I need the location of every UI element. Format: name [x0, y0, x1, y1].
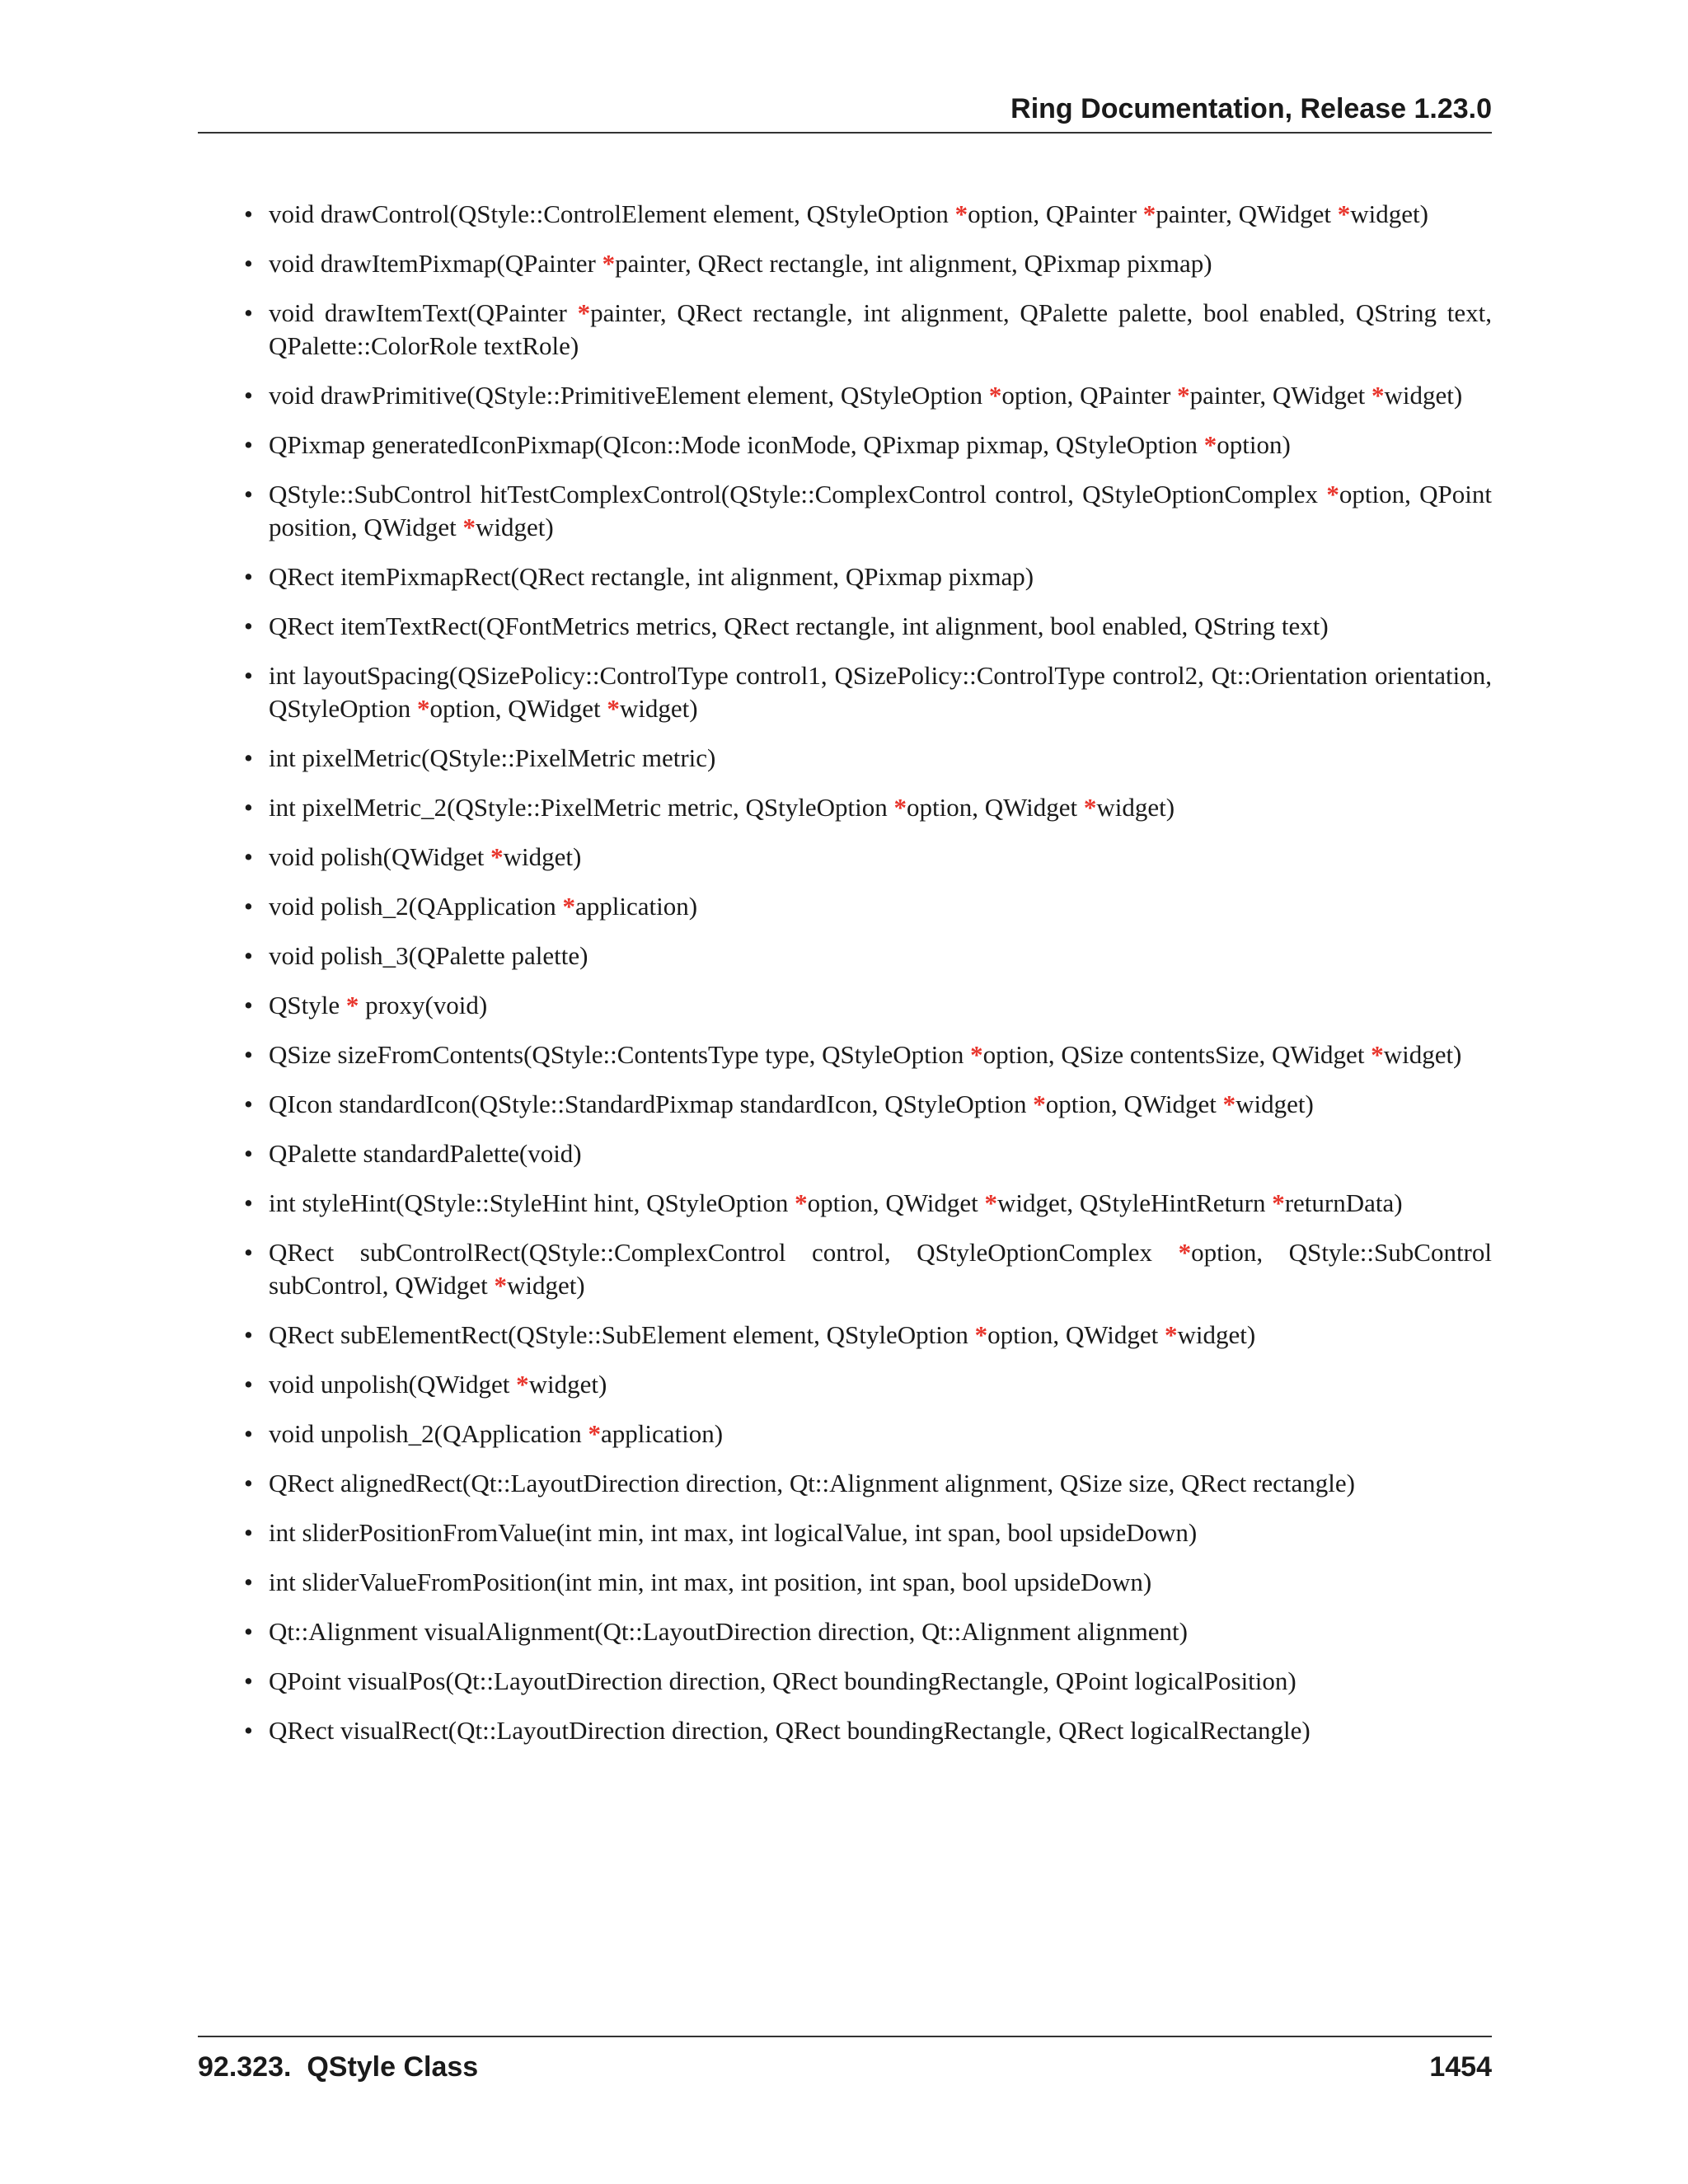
- pointer-asterisk: *: [516, 1370, 529, 1399]
- method-item: • QStyle * proxy(void): [244, 989, 1492, 1022]
- method-item: • Qt::Alignment visualAlignment(Qt::LayoutDirection direction, Qt::Alignment alignment): [244, 1615, 1492, 1648]
- method-item: • QPalette standardPalette(void): [244, 1137, 1492, 1170]
- pointer-asterisk: *: [1222, 1090, 1236, 1118]
- pointer-asterisk: *: [893, 793, 907, 822]
- section-title: 92.323. QStyle Class: [198, 2051, 479, 2083]
- method-item: • QRect alignedRect(Qt::LayoutDirection direction, Qt::Alignment alignment, QSize size, QRect rectangle): [244, 1467, 1492, 1500]
- method-item: • int pixelMetric_2(QStyle::PixelMetric metric, QStyleOption *option, QWidget *widget): [244, 791, 1492, 824]
- pointer-asterisk: *: [954, 199, 968, 228]
- pointer-asterisk: *: [607, 694, 620, 723]
- pointer-asterisk: *: [602, 249, 616, 278]
- method-item: • void unpolish_2(QApplication *application): [244, 1418, 1492, 1451]
- pointer-asterisk: *: [577, 298, 591, 327]
- method-item: • void polish(QWidget *widget): [244, 841, 1492, 874]
- method-item: • int sliderPositionFromValue(int min, int max, int logicalValue, int span, bool upsideDown): [244, 1516, 1492, 1549]
- method-item: • void drawPrimitive(QStyle::PrimitiveElement element, QStyleOption *option, QPainter *painter, QWidget *widget): [244, 379, 1492, 412]
- method-list-container: [244, 198, 1492, 1764]
- pointer-asterisk: *: [588, 1419, 601, 1448]
- method-item: • QRect subControlRect(QStyle::ComplexControl control, QStyleOptionComplex *option, QStyle::SubControl subControl, QWidget *widget): [244, 1236, 1492, 1302]
- method-item: • void polish_2(QApplication *application): [244, 890, 1492, 923]
- pointer-asterisk: *: [1177, 381, 1190, 410]
- pointer-asterisk: *: [1337, 199, 1351, 228]
- document-title: Ring Documentation, Release 1.23.0: [1010, 93, 1492, 124]
- pointer-asterisk: *: [416, 694, 430, 723]
- method-item: • QSize sizeFromContents(QStyle::ContentsType type, QStyleOption *option, QSize contentsSize, QWidget *widget): [244, 1038, 1492, 1071]
- pointer-asterisk: *: [562, 892, 575, 921]
- pointer-asterisk: *: [462, 513, 476, 541]
- pointer-asterisk: *: [1272, 1188, 1285, 1217]
- pointer-asterisk: *: [1203, 430, 1217, 459]
- pointer-asterisk: *: [988, 381, 1002, 410]
- method-item: • void unpolish(QWidget *widget): [244, 1368, 1492, 1401]
- page-header: [198, 92, 1492, 134]
- page-footer: [198, 2036, 1492, 2087]
- method-item: • int pixelMetric(QStyle::PixelMetric metric): [244, 742, 1492, 775]
- pointer-asterisk: *: [1033, 1090, 1046, 1118]
- page-number: 1454: [1429, 2051, 1492, 2083]
- pointer-asterisk: *: [984, 1188, 997, 1217]
- method-item: • QRect visualRect(Qt::LayoutDirection direction, QRect boundingRectangle, QRect logicalRectangle): [244, 1714, 1492, 1747]
- method-item: • QRect itemTextRect(QFontMetrics metrics, QRect rectangle, int alignment, bool enabled, QString text): [244, 610, 1492, 643]
- method-item: • void polish_3(QPalette palette): [244, 940, 1492, 972]
- method-item: • QPoint visualPos(Qt::LayoutDirection direction, QRect boundingRectangle, QPoint logicalPosition): [244, 1665, 1492, 1698]
- pointer-asterisk: *: [1083, 793, 1097, 822]
- pointer-asterisk: *: [494, 1271, 507, 1300]
- pointer-asterisk: *: [490, 842, 504, 871]
- method-item: • int styleHint(QStyle::StyleHint hint, QStyleOption *option, QWidget *widget, QStyleHintReturn *returnData): [244, 1187, 1492, 1220]
- pointer-asterisk: *: [1326, 480, 1339, 509]
- pointer-asterisk: *: [1178, 1238, 1192, 1267]
- method-item: • QIcon standardIcon(QStyle::StandardPixmap standardIcon, QStyleOption *option, QWidget *widget): [244, 1088, 1492, 1121]
- method-item: • int sliderValueFromPosition(int min, int max, int position, int span, bool upsideDown): [244, 1566, 1492, 1599]
- pointer-asterisk: *: [1372, 381, 1385, 410]
- method-item: • QRect subElementRect(QStyle::SubElement element, QStyleOption *option, QWidget *widget): [244, 1319, 1492, 1352]
- method-item: • QRect itemPixmapRect(QRect rectangle, int alignment, QPixmap pixmap): [244, 560, 1492, 593]
- method-item: • void drawControl(QStyle::ControlElement element, QStyleOption *option, QPainter *painter, QWidget *widget): [244, 198, 1492, 231]
- pointer-asterisk: *: [1371, 1040, 1384, 1069]
- method-item: • int layoutSpacing(QSizePolicy::ControlType control1, QSizePolicy::ControlType control2, Qt::Orientation orientation, QStyleOption *option, QWidget *widget): [244, 659, 1492, 725]
- pointer-asterisk: *: [795, 1188, 808, 1217]
- method-item: • void drawItemText(QPainter *painter, QRect rectangle, int alignment, QPalette palette, bool enabled, QString text, QPalette::ColorRole textRole): [244, 297, 1492, 363]
- pointer-asterisk: *: [974, 1320, 988, 1349]
- method-item: • QPixmap generatedIconPixmap(QIcon::Mode iconMode, QPixmap pixmap, QStyleOption *option): [244, 429, 1492, 462]
- method-item: • void drawItemPixmap(QPainter *painter, QRect rectangle, int alignment, QPixmap pixmap): [244, 247, 1492, 280]
- pointer-asterisk: *: [1165, 1320, 1178, 1349]
- pointer-asterisk: *: [1142, 199, 1156, 228]
- pointer-asterisk: *: [970, 1040, 983, 1069]
- method-list: [244, 198, 1492, 1747]
- method-item: • QStyle::SubControl hitTestComplexControl(QStyle::ComplexControl control, QStyleOptionComplex *option, QPoint position, QWidget *widget): [244, 478, 1492, 544]
- pointer-asterisk: *: [345, 991, 359, 1019]
